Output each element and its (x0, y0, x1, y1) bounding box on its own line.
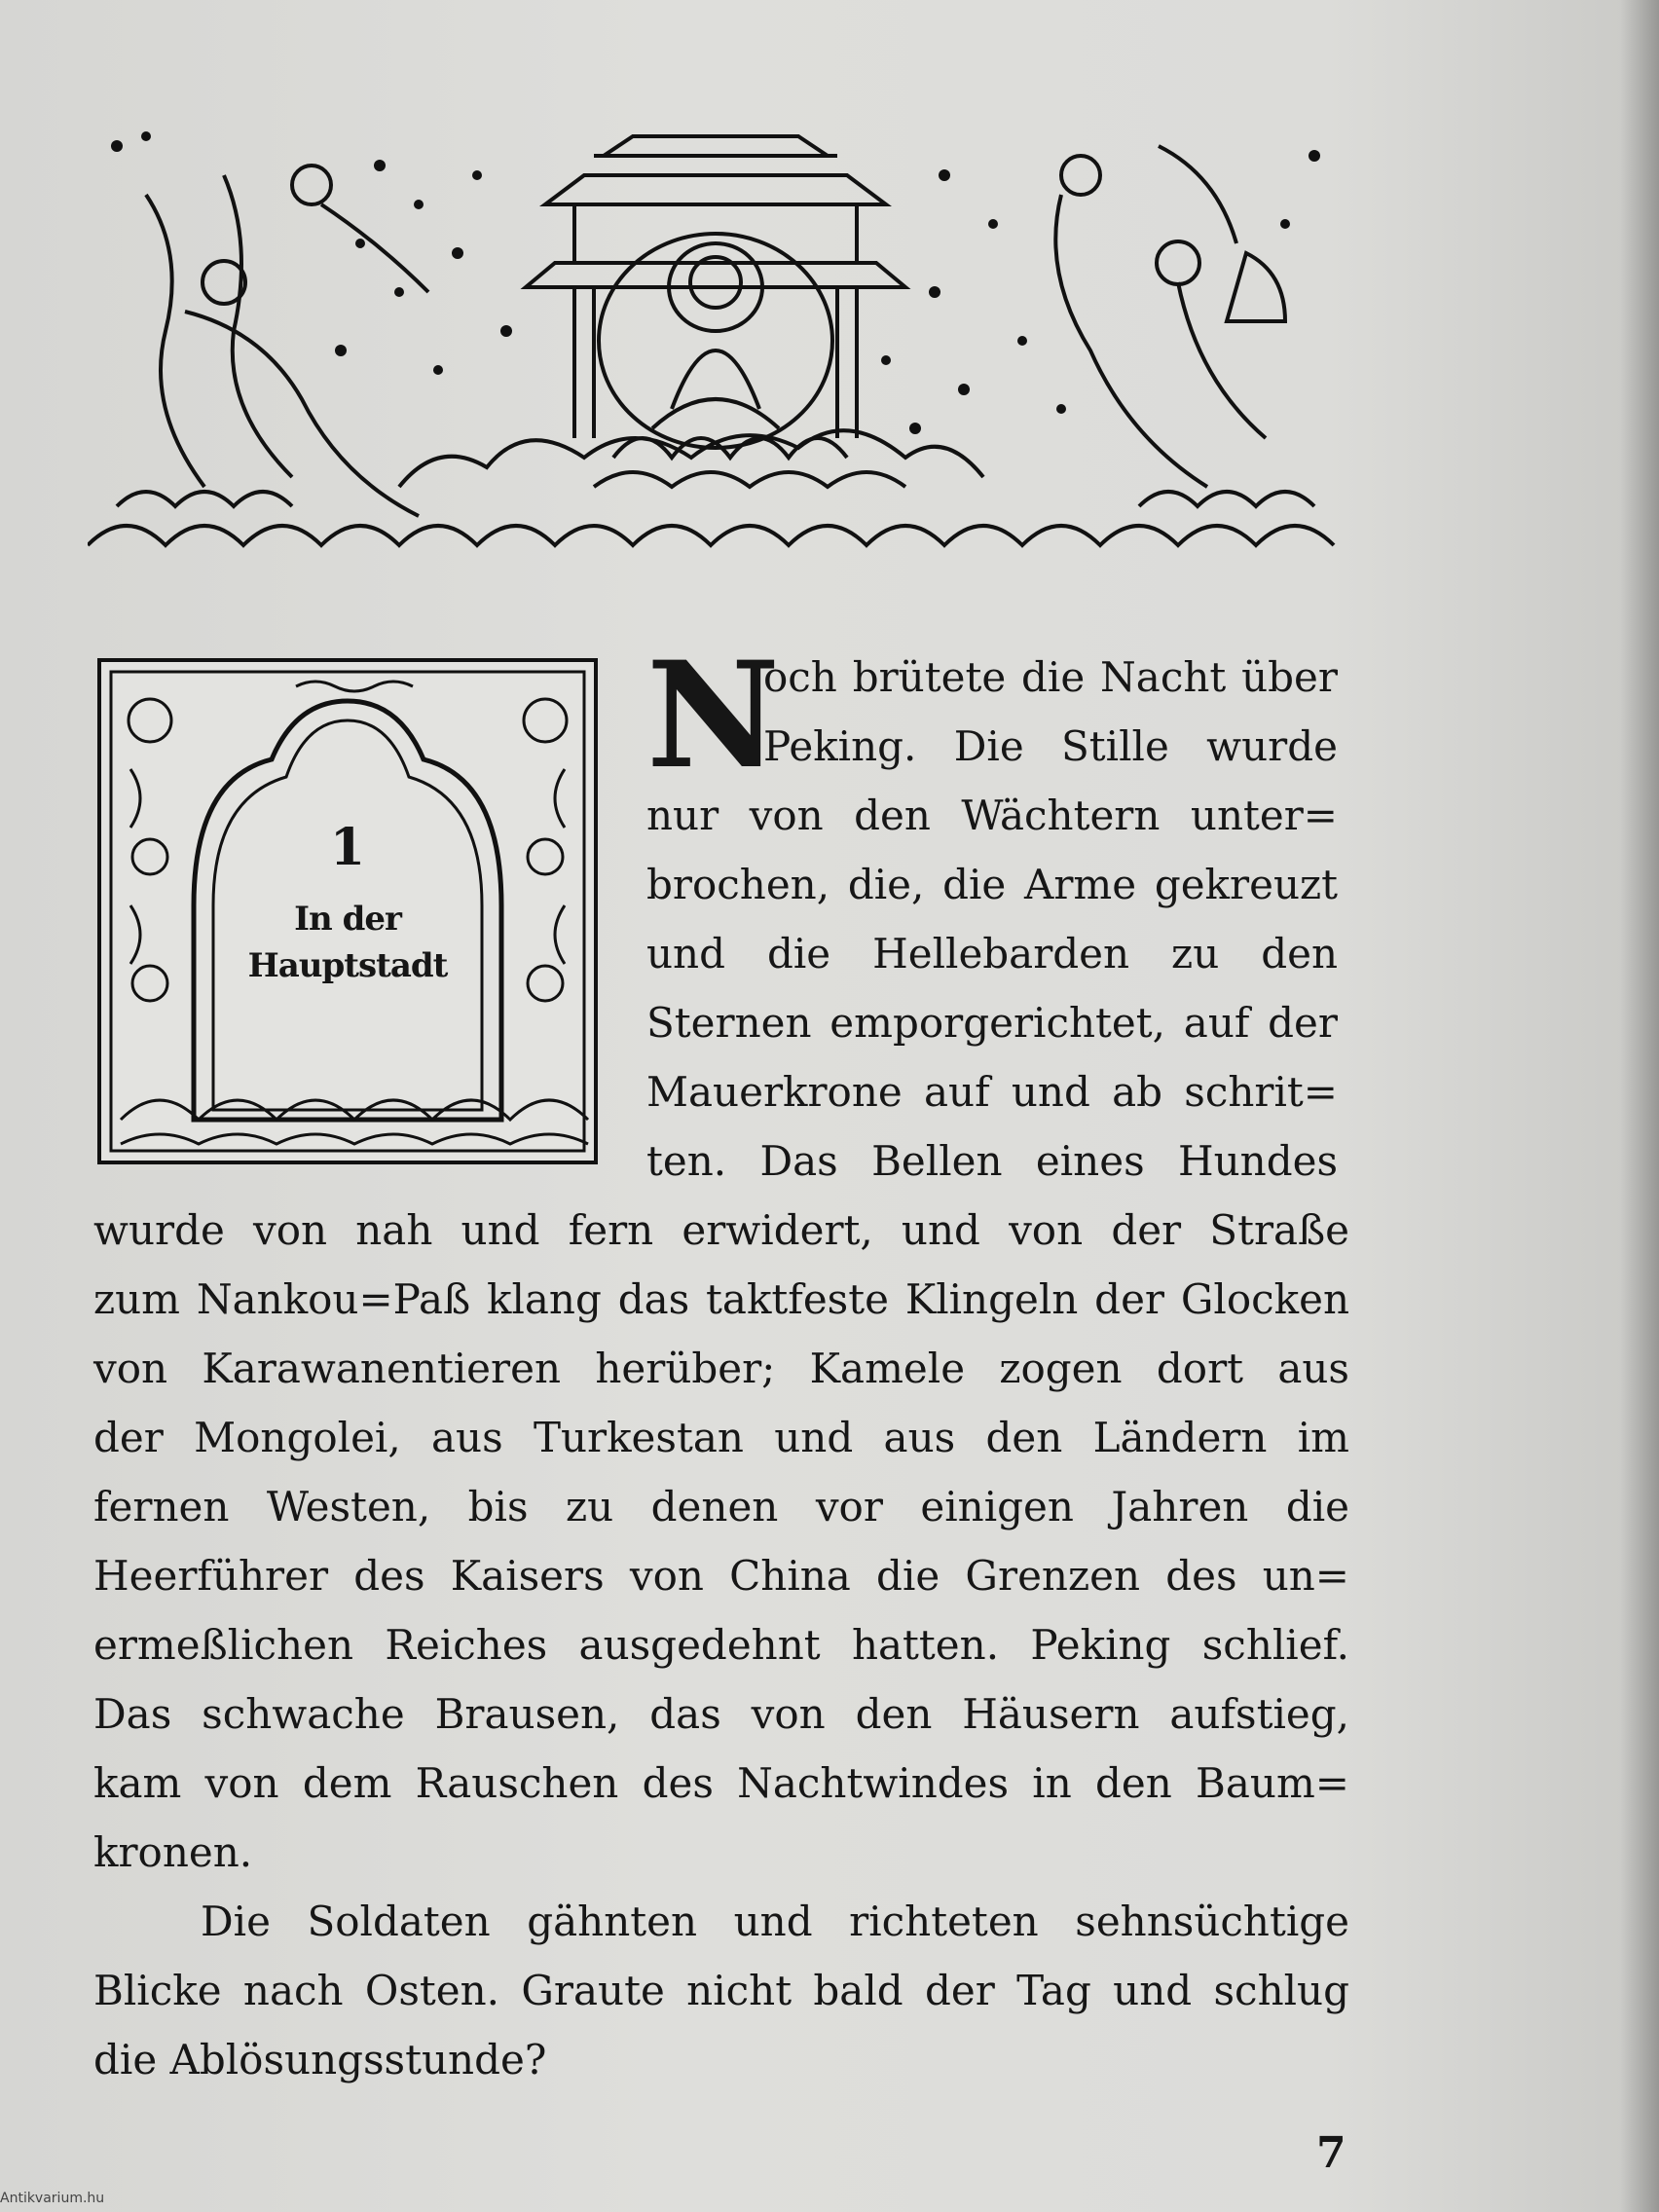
paragraph-1-full (93, 1196, 1349, 1887)
text-line: kronen. (93, 1828, 253, 1876)
text-line: der Mongolei, aus Turkestan und aus den Ländern im (93, 1414, 1349, 1461)
text-line: ermeßlichen Reiches ausgedehnt hatten. Peking schlief. (93, 1621, 1349, 1669)
chapter-title (101, 896, 594, 989)
paragraph-2 (93, 1887, 1349, 2094)
page-number: 7 (1316, 2128, 1346, 2178)
text-line: Heerführer des Kaisers von China die Grenzen des un= (93, 1552, 1349, 1600)
paragraph-1-narrow (646, 781, 1338, 1196)
text-line: Mauerkrone auf und ab schrit= (646, 1068, 1338, 1116)
watermark: Antikvarium.hu (0, 2191, 105, 2206)
paragraph-1-narrow-first (763, 643, 1338, 781)
chapter-title-line-2: Hauptstadt (247, 946, 448, 985)
text-line: ten. Das Bellen eines Hundes (646, 1137, 1338, 1185)
text-line: Peking. Die Stille wurde (763, 722, 1338, 770)
chapter-number: 1 (329, 818, 366, 877)
chapter-heading-box (97, 658, 598, 1164)
text-line: Blicke nach Osten. Graute nicht bald der Tag und schlug (93, 1967, 1349, 2014)
drop-cap: N (646, 630, 781, 801)
page-edge-shadow (1620, 0, 1659, 2212)
text-line: Das schwache Brausen, das von den Häusern aufstieg, (93, 1690, 1349, 1738)
temple-buddha-illustration (88, 117, 1344, 584)
chapter-title-line-1: In der (294, 900, 401, 939)
text-line: Sternen emporgerichtet, auf der (646, 999, 1338, 1047)
text-line: und die Hellebarden zu den (646, 930, 1338, 977)
text-line: die Ablösungsstunde? (93, 2036, 547, 2083)
text-line: Die Soldaten gähnten und richteten sehnsüchtige (201, 1898, 1349, 1945)
text-line: och brütete die Nacht über (763, 653, 1338, 701)
text-line: kam von dem Rauschen des Nachtwindes in den Baum= (93, 1759, 1349, 1807)
text-line: brochen, die, die Arme gekreuzt (646, 861, 1338, 908)
text-line: wurde von nah und fern erwidert, und von der Straße (93, 1206, 1349, 1254)
text-line: fernen Westen, bis zu denen vor einigen Jahren die (93, 1483, 1349, 1530)
text-line: von Karawanentieren herüber; Kamele zogen dort aus (93, 1345, 1349, 1392)
text-line: zum Nankou=Paß klang das taktfeste Klingeln der Glocken (93, 1275, 1349, 1323)
text-line: nur von den Wächtern unter= (646, 792, 1338, 839)
